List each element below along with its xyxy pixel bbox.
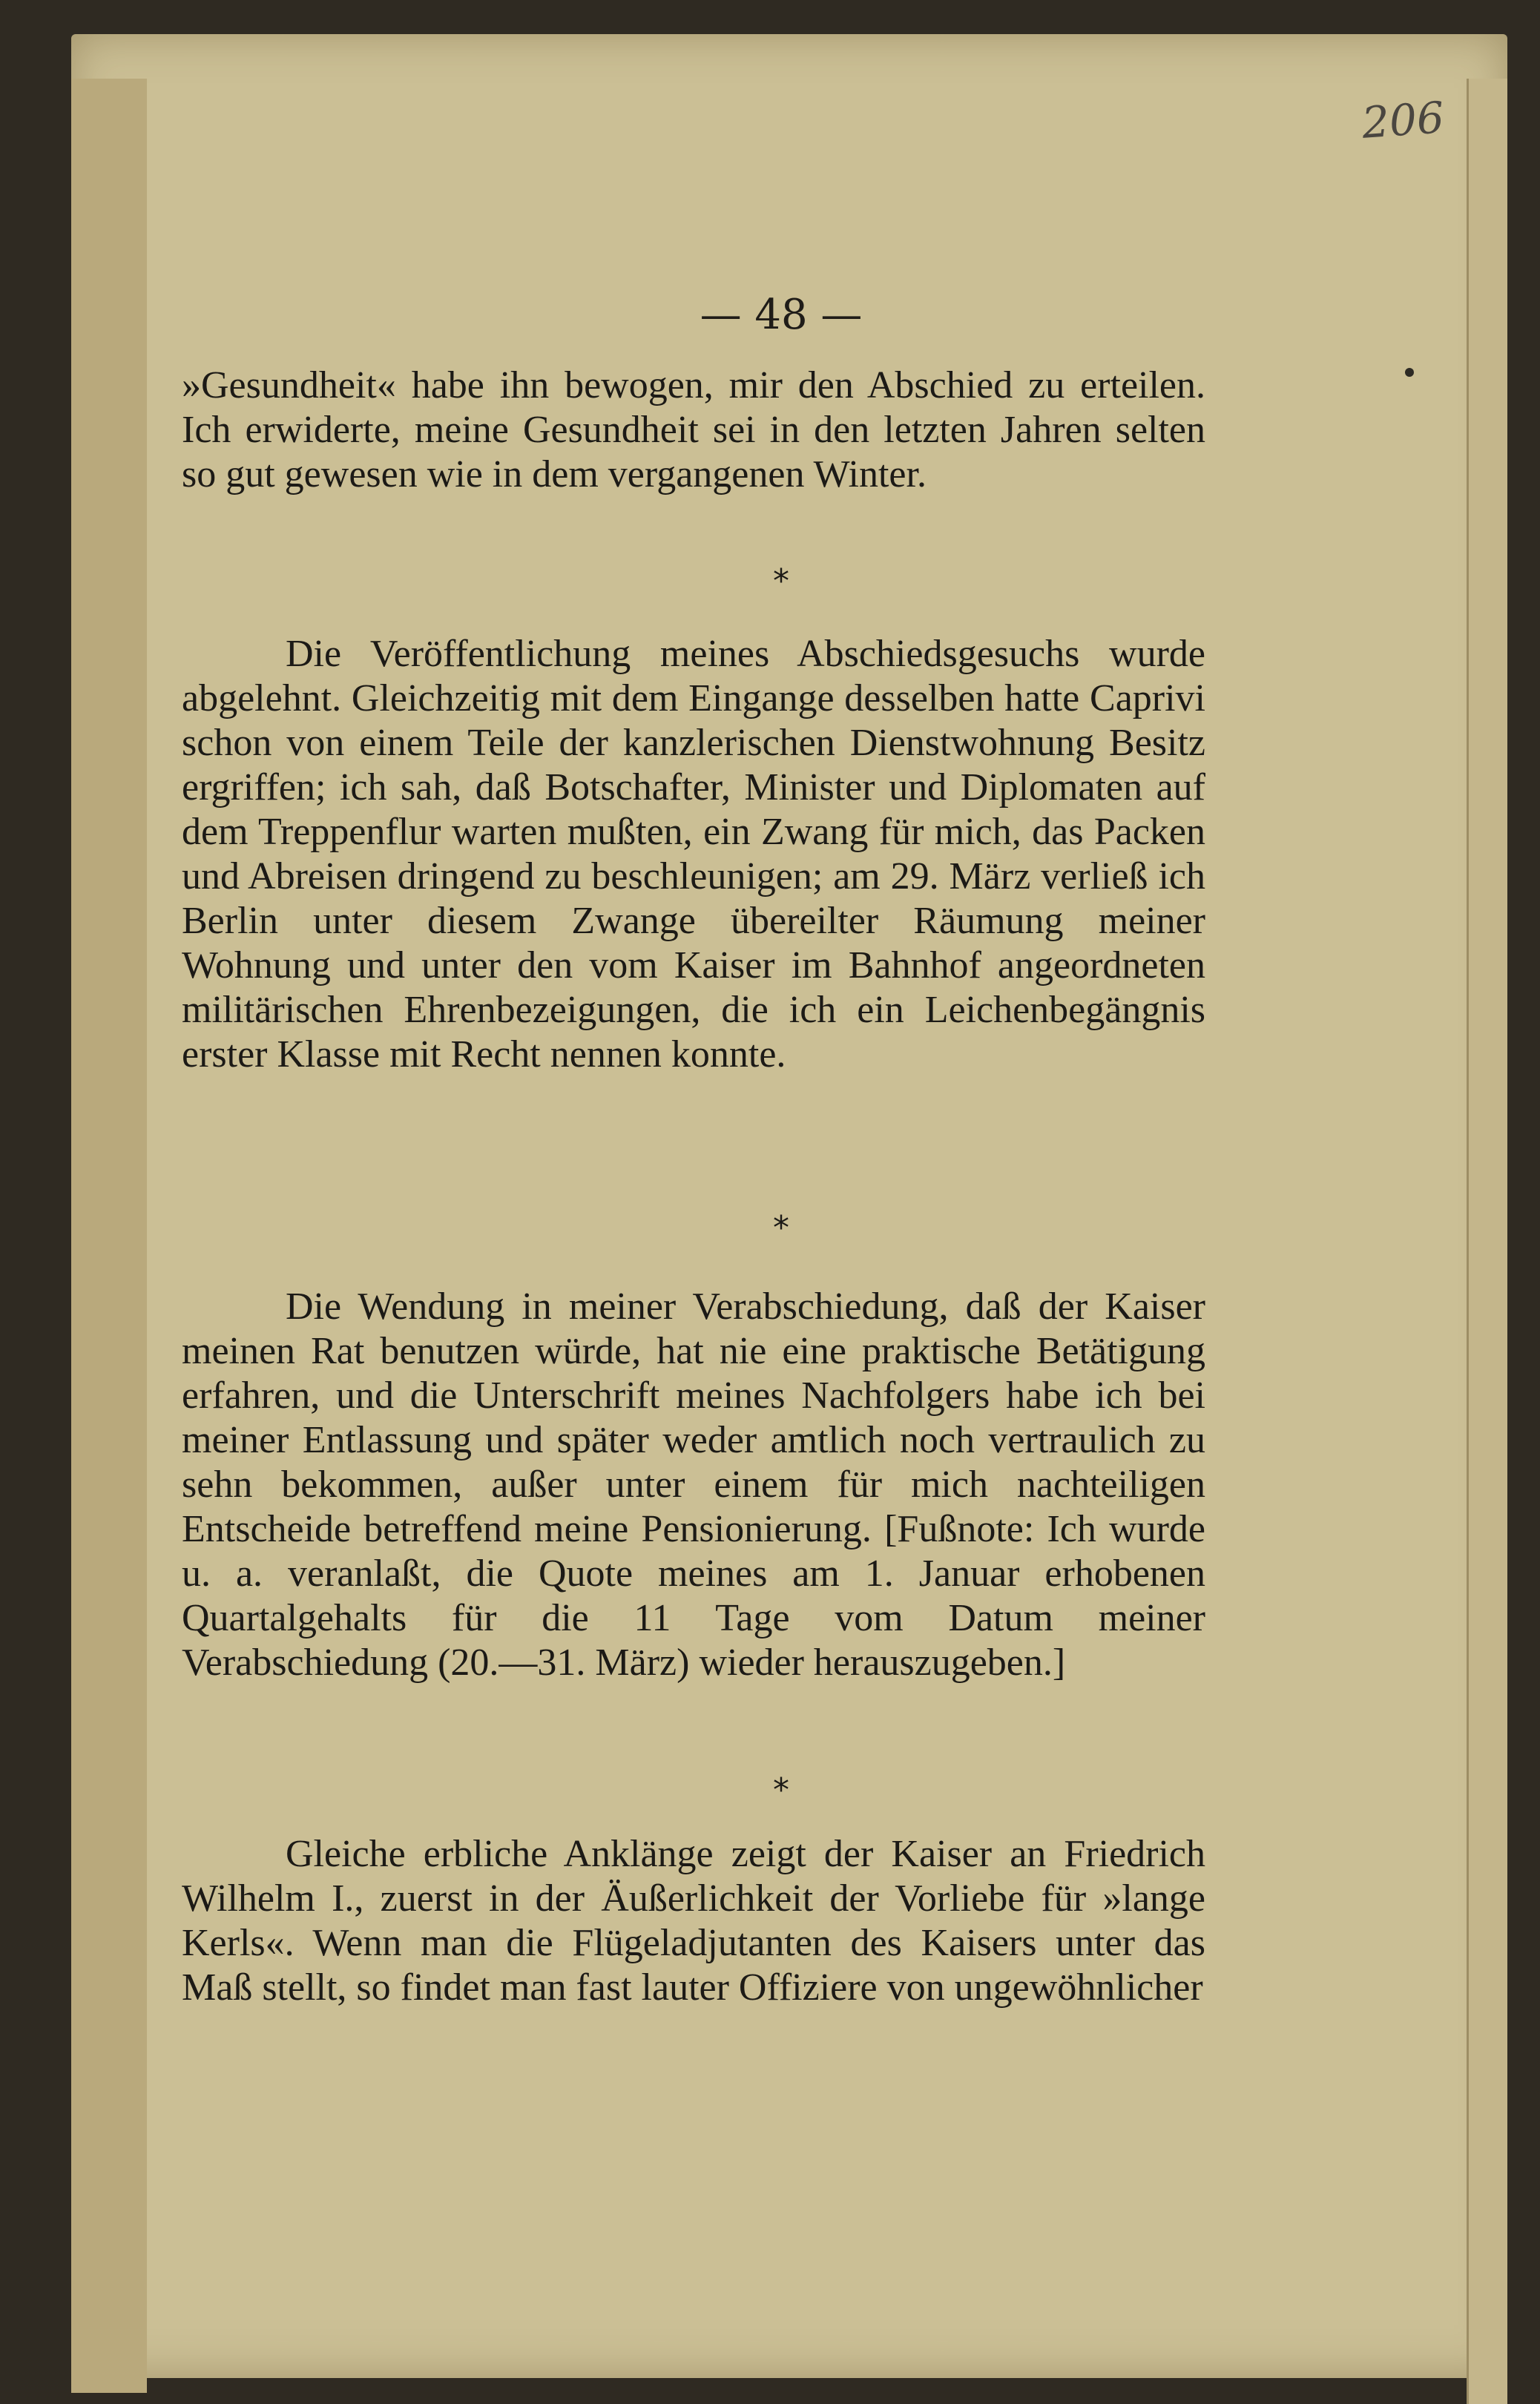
paragraph-2: Die Veröffentlichung meines Abschiedsgesuchs wurde abgelehnt. Gleichzeitig mit dem Eingange desselben hatte Caprivi schon von einem Teile der kanzlerischen Dienstwohnung Besitz ergriffen; ich sah, daß Botschafter, Minister und Diplomaten auf dem Treppenflur warten mußten, ein Zwang für mich, das Packen und Abreisen dringend zu beschleunigen; am 29. März verließ ich Berlin unter diesem Zwange übereilter Räumung meiner Wohnung und unter den vom Kaiser im Bahnhof angeordneten militärischen Ehrenbezeigungen, die ich ein Leichenbegängnis erster Klasse mit Recht nennen konnte. bbox=[182, 633, 1205, 1076]
page-number: — 48 — bbox=[700, 291, 863, 339]
section-separator-1: * bbox=[773, 562, 789, 600]
handwritten-folio-number: 206 bbox=[1360, 92, 1446, 148]
section-separator-2: * bbox=[773, 1209, 789, 1247]
paragraph-3: Die Wendung in meiner Verabschiedung, daß der Kaiser meinen Rat benutzen würde, hat nie eine praktische Betätigung erfahren, und die Unterschrift meines Nachfolgers habe ich bei meiner Entlassung und später weder amtlich noch vertraulich zu sehn bekommen, außer unter einem für mich nachteiligen Entscheide betreffend meine Pensionierung. [Fußnote: Ich wurde u. a. veranlaßt, die Quote meines am 1. Januar erhobenen Quartalgehalts für die 11 Tage vom Datum meiner Verabschiedung (20.—31. März) wieder herauszugeben.] bbox=[182, 1285, 1205, 1684]
paragraph-4: Gleiche erbliche Anklänge zeigt der Kaiser an Friedrich Wilhelm I., zuerst in der Äußerlichkeit der Vorliebe für »lange Kerls«. Wenn man die Flügeladjutanten des Kaisers unter das Maß stellt, so findet man fast lauter Offiziere von ungewöhnlicher bbox=[182, 1833, 1205, 2009]
section-separator-3: * bbox=[773, 1771, 789, 1809]
ink-spot bbox=[1405, 368, 1414, 377]
paragraph-1: »Gesundheit« habe ihn bewogen, mir den Abschied zu erteilen. Ich erwiderte, meine Gesundheit sei in den letzten Jahren selten so gut gewesen wie in dem vergangenen Winter. bbox=[182, 364, 1205, 495]
